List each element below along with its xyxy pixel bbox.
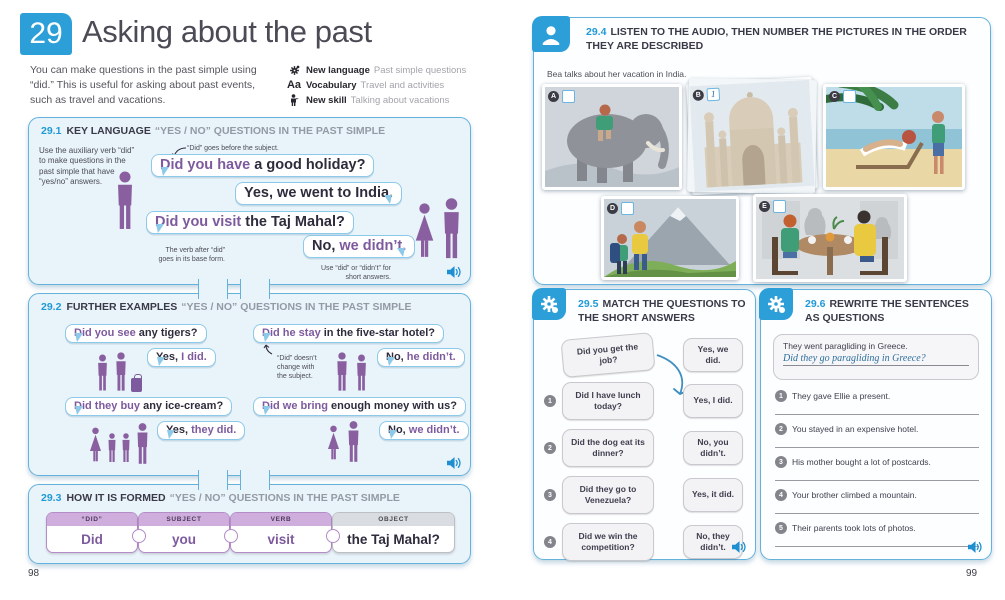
item-number: 2 — [775, 423, 787, 435]
question-number: 2 — [544, 442, 556, 454]
section-29-5-matching-exercise — [533, 289, 756, 560]
match-question-example[interactable]: Did you get the job? — [561, 332, 656, 378]
picture-letter: C — [829, 91, 840, 102]
page-title: Asking about the past — [82, 14, 372, 49]
answer-checkbox[interactable] — [773, 200, 786, 213]
rewrite-item: 5 Their parents took lots of photos. — [775, 522, 916, 534]
panel-connector — [240, 470, 270, 490]
section-heading: 29.3 HOW IT IS FORMED “YES / NO” QUESTIONS IN THE PAST SIMPLE — [41, 492, 400, 504]
speech-bubble-answer: No, we didn’t. — [303, 235, 415, 258]
person-figure — [87, 424, 104, 466]
picture-letter: A — [548, 91, 559, 102]
panel-connector — [240, 279, 270, 299]
section-heading: 29.4 LISTEN TO THE AUDIO, THEN NUMBER THE PICTURES IN THE ORDER THEY ARE DESCRIBED — [586, 26, 967, 52]
listening-exercise-icon — [532, 16, 570, 52]
answer-write-line[interactable] — [775, 480, 979, 481]
panel-connector — [198, 470, 228, 490]
grammar-note: Use the auxiliary verb “did” to make questions in the past simple that have “yes/no” answers. — [39, 146, 135, 187]
objective-new-skill: New skill Talking about vacations — [286, 94, 466, 106]
answer-checkbox[interactable] — [562, 90, 575, 103]
match-answer[interactable]: No, they didn’t. — [683, 525, 743, 559]
rewrite-item: 4 Your brother climbed a mountain. — [775, 489, 917, 501]
section-heading: 29.6 REWRITE THE SENTENCES AS QUESTIONS — [805, 298, 969, 324]
example-handwritten-answer: Did they go paragliding in Greece? — [783, 353, 969, 366]
exercise-gears-icon — [759, 288, 793, 320]
answer-checkbox[interactable] — [843, 90, 856, 103]
rewrite-item: 1 They gave Ellie a present. — [775, 390, 890, 402]
photo-mountain-hike — [601, 196, 739, 280]
rewrite-example — [773, 334, 979, 380]
person-figure — [334, 352, 350, 392]
match-question[interactable]: Did we win the competition? — [562, 523, 654, 561]
match-answer[interactable]: Yes, I did. — [683, 384, 743, 418]
person-figure — [106, 432, 118, 464]
person-figure — [345, 420, 362, 464]
person-figure — [354, 354, 369, 392]
puzzle-piece-did: “DID” Did — [46, 512, 138, 553]
audio-speaker-icon[interactable] — [447, 266, 461, 278]
photo-elephant-ride — [542, 84, 682, 190]
page-number-left: 98 — [28, 568, 40, 579]
match-question[interactable]: Did they go to Venezuela? — [562, 476, 654, 514]
lesson-intro: You can make questions in the past simple using “did.” This is useful for asking about past events, such as travel and vacations. — [30, 64, 257, 106]
answer-write-line[interactable] — [775, 414, 979, 415]
speech-bubble-question: Did we bring enough money with us? — [253, 397, 466, 416]
answer-write-line[interactable] — [775, 447, 979, 448]
speech-bubble-answer: No, we didn’t. — [379, 421, 469, 440]
speech-bubble-answer: No, he didn’t. — [377, 348, 465, 367]
answer-write-line[interactable] — [775, 546, 979, 547]
photo-beach — [823, 84, 965, 190]
aa-icon: Aa — [286, 79, 302, 91]
speech-bubble-question: Did you visit the Taj Mahal? — [146, 211, 354, 234]
objective-new-language: New language Past simple questions — [286, 65, 466, 76]
photo-restaurant-meal — [753, 194, 907, 282]
section-heading: 29.5 MATCH THE QUESTIONS TO THE SHORT ANSWERS — [578, 298, 746, 324]
exercise-gears-icon — [532, 288, 566, 320]
item-number: 4 — [775, 489, 787, 501]
gear-icon — [286, 65, 302, 76]
match-answer[interactable]: Yes, it did. — [683, 478, 743, 512]
example-statement: They went paragliding in Greece. — [783, 341, 908, 351]
picture-letter: B — [693, 89, 705, 101]
exercise-context: Bea talks about her vacation in India. — [547, 69, 687, 79]
match-answer[interactable]: No, you didn’t. — [683, 431, 743, 465]
question-number: 1 — [544, 395, 556, 407]
puzzle-piece-subject: SUBJECT you — [138, 512, 230, 553]
item-number: 5 — [775, 522, 787, 534]
question-number: 3 — [544, 489, 556, 501]
panel-connector — [198, 279, 228, 299]
annotation-base-form: The verb after “did” goes in its base form. — [158, 247, 225, 264]
speech-bubble-question: Did they buy any ice-cream? — [65, 397, 232, 416]
section-29-3-how-it-is-formed — [28, 484, 471, 564]
audio-speaker-icon[interactable] — [447, 457, 461, 469]
person-figure — [325, 422, 342, 464]
speech-bubble-question: Did you have a good holiday? — [151, 154, 374, 177]
suitcase — [131, 378, 142, 392]
annotation-did-unchanged: “Did” doesn’t change with the subject. — [277, 355, 317, 381]
section-29-6-rewrite-exercise — [760, 289, 992, 560]
speech-bubble-answer: Yes, I did. — [147, 348, 216, 367]
person-figure — [411, 200, 438, 262]
item-number: 3 — [775, 456, 787, 468]
answer-checkbox[interactable]: 1 — [706, 88, 720, 102]
audio-speaker-icon[interactable] — [968, 541, 982, 553]
audio-speaker-icon[interactable] — [732, 541, 746, 553]
speech-bubble-answer: Yes, we went to India. — [235, 182, 402, 205]
person-figure — [113, 352, 129, 392]
speech-bubble-answer: Yes, they did. — [157, 421, 245, 440]
question-number: 4 — [544, 536, 556, 548]
match-question[interactable]: Did the dog eat its dinner? — [562, 429, 654, 467]
answer-write-line[interactable] — [775, 513, 979, 514]
person-figure — [120, 432, 132, 464]
puzzle-piece-verb: VERB visit — [230, 512, 332, 553]
puzzle-piece-object: OBJECT the Taj Mahal? — [332, 512, 455, 553]
match-question[interactable]: Did I have lunch today? — [562, 382, 654, 420]
photo-taj-mahal — [686, 77, 818, 195]
picture-letter: D — [607, 203, 618, 214]
picture-letter: E — [759, 201, 770, 212]
section-heading: 29.2 FURTHER EXAMPLES “YES / NO” QUESTIONS IN THE PAST SIMPLE — [41, 301, 412, 313]
annotation-short-answers: Use “did” or “didn’t” for short answers. — [320, 265, 391, 282]
annotation-did-subject: “Did” goes before the subject. — [187, 145, 279, 152]
section-29-4-listening-exercise — [533, 17, 991, 285]
sentence-puzzle — [46, 512, 455, 553]
section-29-1-key-language — [28, 117, 471, 285]
lesson-number-badge: 29 — [20, 13, 72, 55]
section-29-2-further-examples — [28, 293, 471, 476]
item-number: 1 — [775, 390, 787, 402]
answer-checkbox[interactable] — [621, 202, 634, 215]
match-answer[interactable]: Yes, we did. — [683, 338, 743, 372]
speech-bubble-question: Did he stay in the five-star hotel? — [253, 324, 444, 343]
person-figure — [134, 422, 151, 466]
speech-bubble-question: Did you see any tigers? — [65, 324, 207, 343]
page-number-right: 99 — [966, 568, 978, 579]
objective-vocabulary: Aa Vocabulary Travel and activities — [286, 79, 445, 91]
section-heading: 29.1 KEY LANGUAGE “YES / NO” QUESTIONS IN THE PAST SIMPLE — [41, 125, 386, 137]
lesson-objectives — [286, 65, 466, 109]
rewrite-item: 2 You stayed in an expensive hotel. — [775, 423, 918, 435]
rewrite-item: 3 His mother bought a lot of postcards. — [775, 456, 931, 468]
person-flag-icon — [286, 94, 302, 106]
person-figure — [439, 197, 464, 261]
person-figure — [95, 354, 110, 392]
